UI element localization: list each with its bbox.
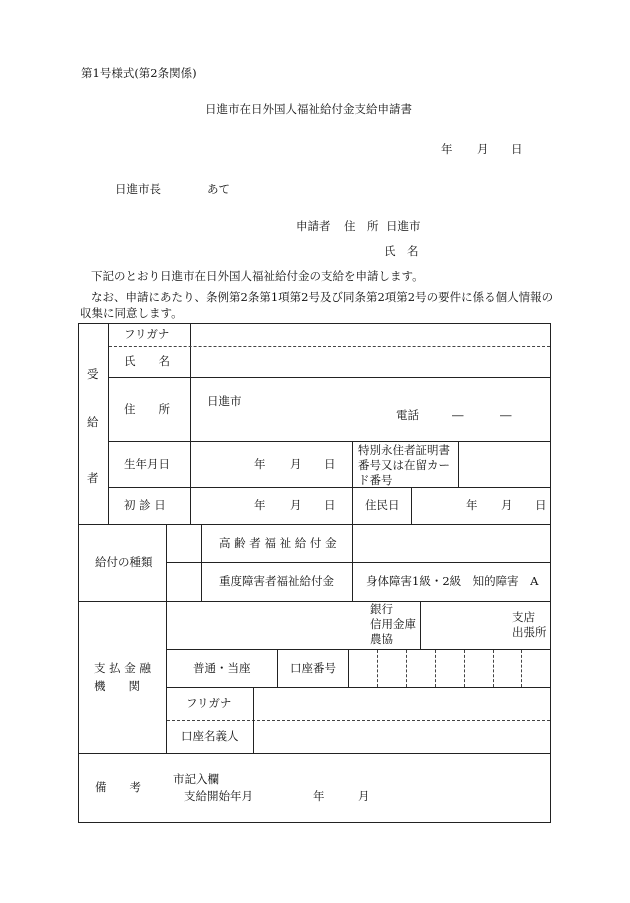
phone-dash-1: ―: [452, 408, 464, 422]
applicant-name-label[interactable]: 氏 名: [384, 244, 419, 258]
digit-divider-2: [406, 650, 407, 687]
phone-dash-2: ―: [500, 408, 512, 422]
date-day[interactable]: 日: [511, 142, 523, 156]
digit-divider-6: [521, 650, 522, 687]
first-visit-day[interactable]: 日: [324, 498, 336, 512]
date-month[interactable]: 月: [477, 142, 489, 156]
remarks-label: 備 考: [95, 780, 141, 794]
applicant-address-label: 住 所: [344, 219, 379, 233]
row-line-name: [108, 377, 551, 378]
digit-divider-3: [435, 650, 436, 687]
address-value[interactable]: 日進市: [207, 394, 242, 408]
table-border-bottom: [78, 822, 551, 823]
benefit-elderly[interactable]: 高 齢 者 福 祉 給 付 金: [219, 536, 337, 550]
applicant-label: 申請者: [296, 219, 331, 233]
addressee-suffix: あて: [207, 182, 230, 196]
section-line-benefit: [78, 601, 551, 602]
remarks-start-month[interactable]: 月: [358, 789, 370, 803]
recipient-col-divider: [108, 323, 109, 524]
digit-divider-1: [377, 650, 378, 687]
remarks-start-year[interactable]: 年: [313, 789, 325, 803]
dob-year[interactable]: 年: [254, 457, 266, 471]
bank-type-bank[interactable]: 銀行: [370, 602, 393, 616]
digit-divider-4: [464, 650, 465, 687]
holder-label-divider: [253, 687, 254, 753]
branch-type-branch[interactable]: 支店: [512, 610, 535, 624]
account-no-divider: [348, 649, 349, 687]
section-line-bank: [78, 753, 551, 754]
bank-furigana-label: フリガナ: [186, 696, 232, 710]
digit-divider-5: [493, 650, 494, 687]
phone-label: 電話: [396, 408, 419, 422]
address-label: 住 所: [124, 402, 170, 416]
benefit-row-line: [166, 562, 551, 563]
addressee: 日進市長: [115, 182, 161, 196]
bank-branch-divider: [420, 601, 421, 649]
table-border-left: [78, 323, 79, 823]
benefit-disabled[interactable]: 重度障害者福祉給付金: [219, 574, 334, 588]
remarks-city-use: 市記入欄: [173, 772, 219, 786]
bank-type-credit[interactable]: 信用金庫: [370, 617, 416, 631]
application-form: 第1号様式(第2条関係) 日進市在日外国人福祉給付金支給申請書 年 月 日 日進市長 あて 申請者 住 所 日進市 氏 名 下記のとおり日進市在日外国人福祉給付金の支給を申請します。 なお、申請にあたり、条例第2条第1項第2号及び同条第2項第2号の要件に係る個人情報の 収集に同意します。 受 給 者 フリガナ 氏 名 住 所 日進市 電話 ― ― 生年月日 年 月 日 特別永住者証明書 番号又は在留カー ド番号 初 診 日 年 月 日 住民日 年 月 日 給付の種類 高 齢 者 福 祉 給 付 金 重度障害者福祉給付金 身体障害1級・2級 知的障害 A 支 払 金 融 機 関 銀行 信用金庫 農協 支店 出張所 普通・当座 口座番号 フリガナ 口座名義人 備 考 市記入欄 支給開始年月 年 月: [0, 0, 630, 903]
resident-date-day[interactable]: 日: [535, 498, 547, 512]
form-number: 第1号様式(第2条関係): [81, 66, 197, 80]
table-border-right: [550, 323, 551, 823]
row-line-dob: [108, 487, 551, 488]
bank-label-1: 支 払 金 融: [94, 661, 151, 675]
benefit-bank-label-divider: [166, 524, 167, 753]
branch-type-office[interactable]: 出張所: [512, 625, 547, 639]
remarks-start-label: 支給開始年月: [184, 789, 253, 803]
benefit-type-label: 給付の種類: [95, 555, 153, 569]
section-line-recipient: [78, 524, 551, 525]
resident-date-month[interactable]: 月: [501, 498, 513, 512]
table-border-top: [78, 323, 551, 324]
recipient-label-divider: [190, 323, 191, 524]
bank-furigana-dashed-line: [167, 720, 550, 721]
benefit-disabled-detail[interactable]: 身体障害1級・2級 知的障害 A: [366, 574, 539, 588]
permit-col-divider: [458, 441, 459, 487]
applicant-address-value[interactable]: 日進市: [386, 219, 421, 233]
date-year[interactable]: 年: [441, 142, 453, 156]
row-line-address: [108, 441, 551, 442]
dob-col-divider: [352, 441, 353, 524]
body-line-3: 収集に同意します。: [80, 306, 183, 320]
dob-day[interactable]: 日: [324, 457, 336, 471]
permit-label-3: ド番号: [358, 473, 393, 487]
body-line-2: なお、申請にあたり、条例第2条第1項第2号及び同条第2項第2号の要件に係る個人情報の: [91, 290, 554, 304]
dob-label: 生年月日: [124, 457, 170, 471]
name-label: 氏 名: [124, 354, 170, 368]
furigana-label: フリガナ: [124, 327, 170, 341]
permit-label-1: 特別永住者証明書: [358, 443, 450, 457]
permit-label-2: 番号又は在留カー: [358, 458, 450, 472]
first-visit-label: 初 診 日: [124, 498, 166, 512]
resident-date-label: 住民日: [365, 498, 400, 512]
first-visit-month[interactable]: 月: [290, 498, 302, 512]
resident-date-year[interactable]: 年: [466, 498, 478, 512]
furigana-dashed-line: [109, 346, 550, 347]
bank-type-agri[interactable]: 農協: [370, 632, 393, 646]
account-row-line: [166, 687, 551, 688]
account-no-label: 口座番号: [290, 661, 336, 675]
resident-col-divider: [411, 487, 412, 524]
account-type[interactable]: 普通・当座: [193, 661, 251, 675]
first-visit-year[interactable]: 年: [254, 498, 266, 512]
account-type-divider: [277, 649, 278, 687]
account-holder-label: 口座名義人: [181, 729, 239, 743]
body-line-1: 下記のとおり日進市在日外国人福祉給付金の支給を申請します。: [91, 269, 424, 283]
form-title: 日進市在日外国人福祉給付金支給申請書: [205, 102, 412, 116]
dob-month[interactable]: 月: [290, 457, 302, 471]
bank-label-2: 機 関: [94, 679, 140, 693]
